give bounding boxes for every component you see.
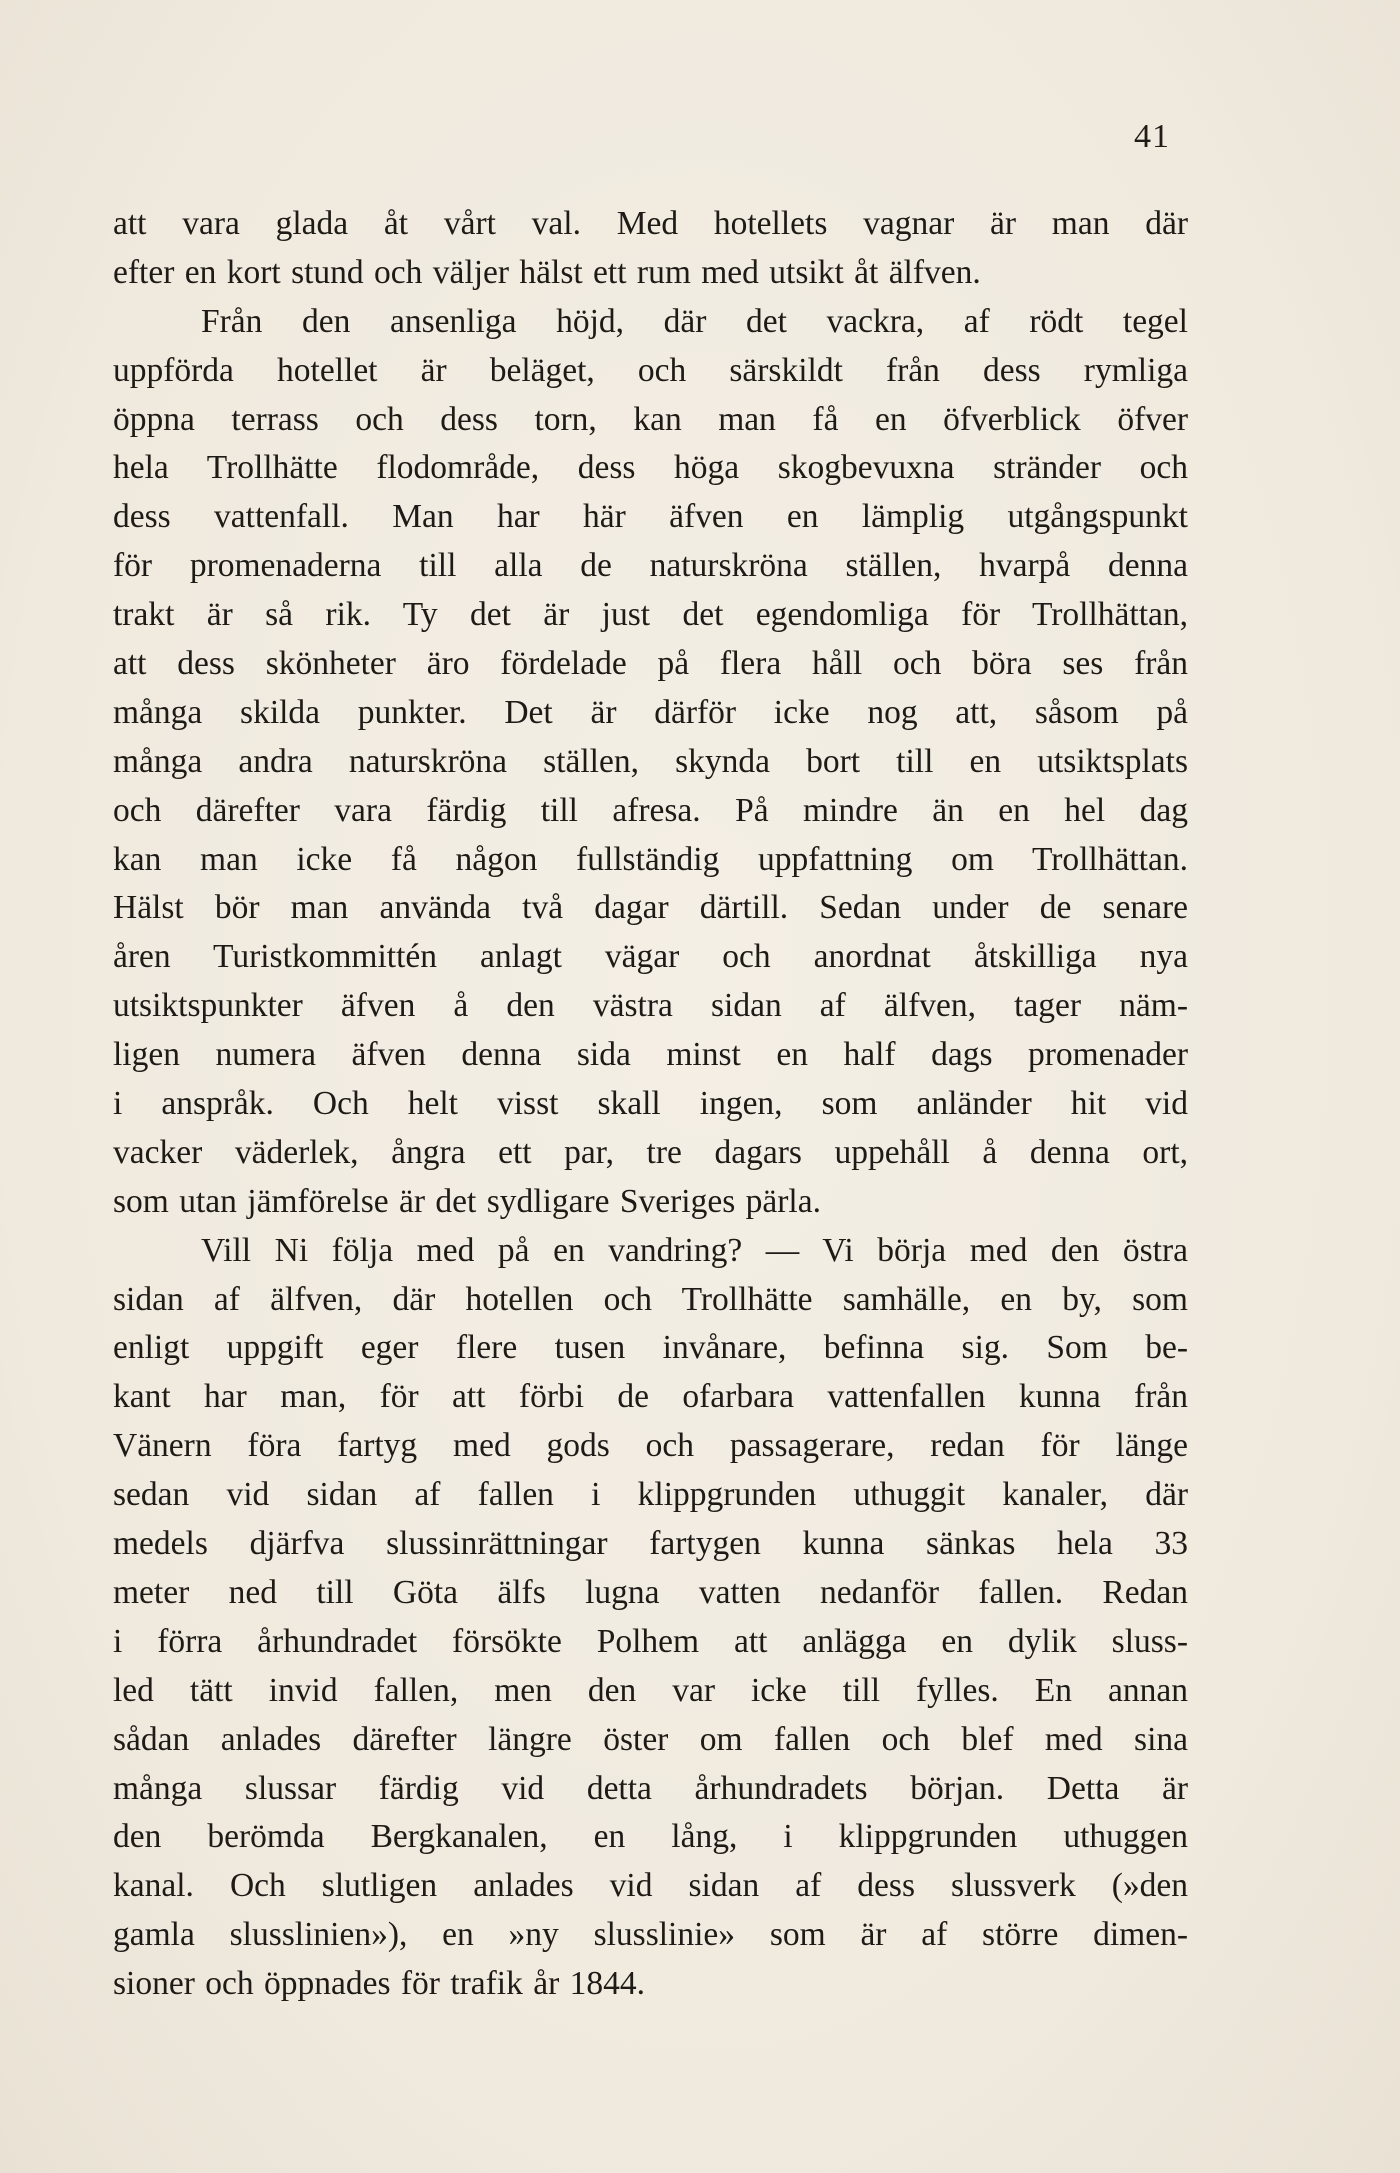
text-line: Vänern föra fartyg med gods och passagerare, redan för länge xyxy=(113,1427,1188,1465)
text-line: uppförda hotellet är beläget, och särskildt från dess rymliga xyxy=(113,351,1188,389)
text-line: led tätt invid fallen, men den var icke till fylles. En annan xyxy=(113,1671,1188,1709)
text-line: kant har man, för att förbi de ofarbara vattenfallen kunna från xyxy=(113,1378,1188,1416)
text-line: den berömda Bergkanalen, en lång, i klippgrunden uthuggen xyxy=(113,1818,1188,1856)
text-line: åren Turistkommittén anlagt vägar och anordnat åtskilliga nya xyxy=(113,938,1188,976)
text-line: utsiktspunkter äfven å den västra sidan af älfven, tager näm- xyxy=(113,987,1188,1025)
text-line: enligt uppgift eger flere tusen invånare, befinna sig. Som be- xyxy=(113,1329,1188,1367)
text-line: medels djärfva slussinrättningar fartygen kunna sänkas hela 33 xyxy=(113,1525,1188,1563)
text-line: sådan anlades därefter längre öster om fallen och blef med sina xyxy=(113,1720,1188,1758)
text-line: många andra naturskröna ställen, skynda bort till en utsiktsplats xyxy=(113,742,1188,780)
text-line: sioner och öppnades för trafik år 1844. xyxy=(113,1965,646,2003)
text-line: meter ned till Göta älfs lugna vatten nedanför fallen. Redan xyxy=(113,1573,1188,1611)
text-line: kanal. Och slutligen anlades vid sidan af dess slussverk (»den xyxy=(113,1867,1188,1905)
text-line: i förra århundradet försökte Polhem att anlägga en dylik sluss- xyxy=(113,1622,1188,1660)
text-line: kan man icke få någon fullständig uppfattning om Trollhättan. xyxy=(113,840,1188,878)
text-line: många slussar färdig vid detta århundradets början. Detta är xyxy=(113,1769,1188,1807)
text-line: i anspråk. Och helt visst skall ingen, som anländer hit vid xyxy=(113,1085,1188,1123)
text-line: att vara glada åt vårt val. Med hotellets vagnar är man där xyxy=(113,205,1188,242)
text-line: vacker väderlek, ångra ett par, tre dagars uppehåll å denna ort, xyxy=(113,1133,1188,1171)
text-line: dess vattenfall. Man har här äfven en lämplig utgångspunkt xyxy=(113,498,1188,536)
text-line: Hälst bör man använda två dagar därtill. Sedan under de senare xyxy=(113,889,1188,927)
text-line: sedan vid sidan af fallen i klippgrunden uthuggit kanaler, där xyxy=(113,1476,1188,1514)
paragraph-start-line: Vill Ni följa med på en vandring? — Vi börja med den östra xyxy=(201,1231,1188,1269)
text-line: sidan af älfven, där hotellen och Trollhätte samhälle, en by, som xyxy=(113,1280,1188,1318)
text-line: efter en kort stund och väljer hälst ett rum med utsikt åt älfven. xyxy=(113,253,981,291)
text-line: och därefter vara färdig till afresa. På mindre än en hel dag xyxy=(113,791,1188,829)
text-line: att dess skönheter äro fördelade på flera håll och böra ses från xyxy=(113,645,1188,683)
text-line: gamla slusslinien»), en »ny slusslinie» som är af större dimen- xyxy=(113,1916,1188,1954)
text-line: för promenaderna till alla de naturskröna ställen, hvarpå denna xyxy=(113,547,1188,585)
text-line: öppna terrass och dess torn, kan man få en öfverblick öfver xyxy=(113,400,1188,438)
text-line: hela Trollhätte flodområde, dess höga skogbevuxna stränder och xyxy=(113,449,1188,487)
page-number: 41 xyxy=(1134,118,1170,155)
paragraph-start-line: Från den ansenliga höjd, där det vackra, af rödt tegel xyxy=(201,302,1188,340)
body-text xyxy=(113,200,1188,2009)
text-line: som utan jämförelse är det sydligare Sveriges pärla. xyxy=(113,1182,821,1220)
text-line: många skilda punkter. Det är därför icke nog att, såsom på xyxy=(113,693,1188,731)
text-line: ligen numera äfven denna sida minst en half dags promenader xyxy=(113,1036,1188,1074)
text-line: trakt är så rik. Ty det är just det egendomliga för Trollhättan, xyxy=(113,596,1188,634)
